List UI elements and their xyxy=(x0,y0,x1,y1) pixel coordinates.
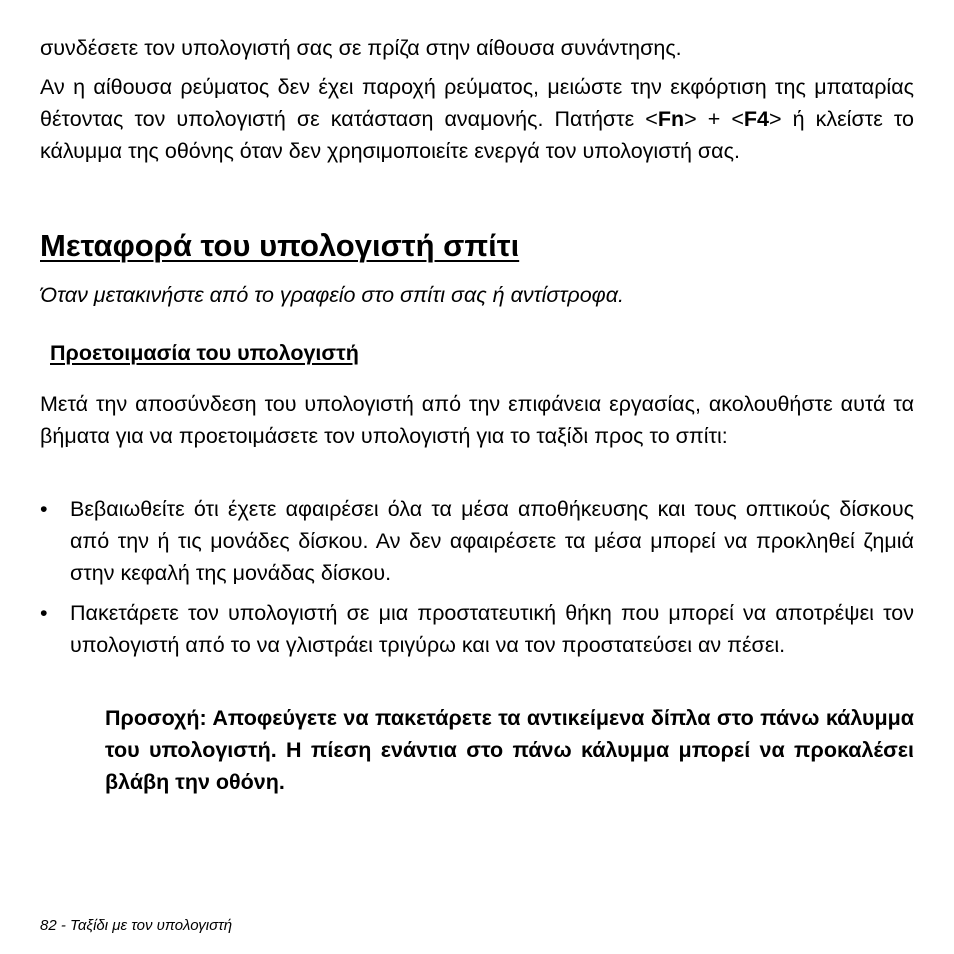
continued-paragraph: συνδέσετε τον υπολογιστή σας σε πρίζα στην αίθουσα συνάντησης. xyxy=(40,36,682,60)
bullet-icon: • xyxy=(40,601,48,625)
section-intro: Όταν μετακινήστε από το γραφείο στο σπίτι σας ή αντίστροφα. xyxy=(40,283,624,307)
key-f4-open: < xyxy=(731,107,744,131)
list-item-text: Πακετάρετε τον υπολογιστή σε μια προστατευτική θήκη που μπορεί να αποτρέψει τον υπολογιστή από το να γλιστράει τριγύρω και να τον προστατεύσει αν πέσει. xyxy=(70,601,914,657)
key-f4: F4 xyxy=(743,107,769,131)
list-item xyxy=(40,493,914,589)
caution-note: Προσοχή: Αποφεύγετε να πακετάρετε τα αντικείμενα δίπλα στο πάνω κάλυμμα του υπολογιστή. Η πίεση ενάντια στο πάνω κάλυμμα μπορεί να προκαλέσει βλάβη την οθόνη. xyxy=(105,706,914,794)
power-saving-paragraph xyxy=(40,71,914,167)
key-fn-open: < xyxy=(645,107,658,131)
section-heading: Μεταφορά του υπολογιστή σπίτι xyxy=(40,228,520,263)
power-text-before-keys: Αν η αίθουσα ρεύματος δεν έχει παροχή ρεύματος, μειώστε την εκφόρτιση της μπαταρίας θέτοντας τον υπολογιστή σε κατάσταση αναμονής. Πατήστε xyxy=(40,75,914,131)
key-f4-close: > xyxy=(769,107,782,131)
page-footer: 82 - Ταξίδι με τον υπολογιστή xyxy=(40,917,233,934)
key-fn: Fn xyxy=(657,107,685,131)
subsection-heading: Προετοιμασία του υπολογιστή xyxy=(50,341,359,365)
list-item-text: Βεβαιωθείτε ότι έχετε αφαιρέσει όλα τα μέσα αποθήκευσης και τους οπτικούς δίσκους από την ή τις μονάδες δίσκου. Αν δεν αφαιρέσετε τα μέσα μπορεί να προκληθεί ζημιά στην κεφαλή της μονάδας δίσκου. xyxy=(70,497,914,585)
key-plus: + xyxy=(696,107,732,131)
key-fn-close: > xyxy=(684,107,697,131)
subsection-paragraph: Μετά την αποσύνδεση του υπολογιστή από την επιφάνεια εργασίας, ακολουθήστε αυτά τα βήματα για να προετοιμάσετε τον υπολογιστή για το ταξίδι προς το σπίτι: xyxy=(40,392,914,448)
list-item xyxy=(40,597,914,661)
bullet-icon: • xyxy=(40,497,48,521)
power-text-after-keys: ή κλείστε το κάλυμμα της οθόνης όταν δεν χρησιμοποιείτε ενεργά τον υπολογιστή σας. xyxy=(40,107,914,163)
